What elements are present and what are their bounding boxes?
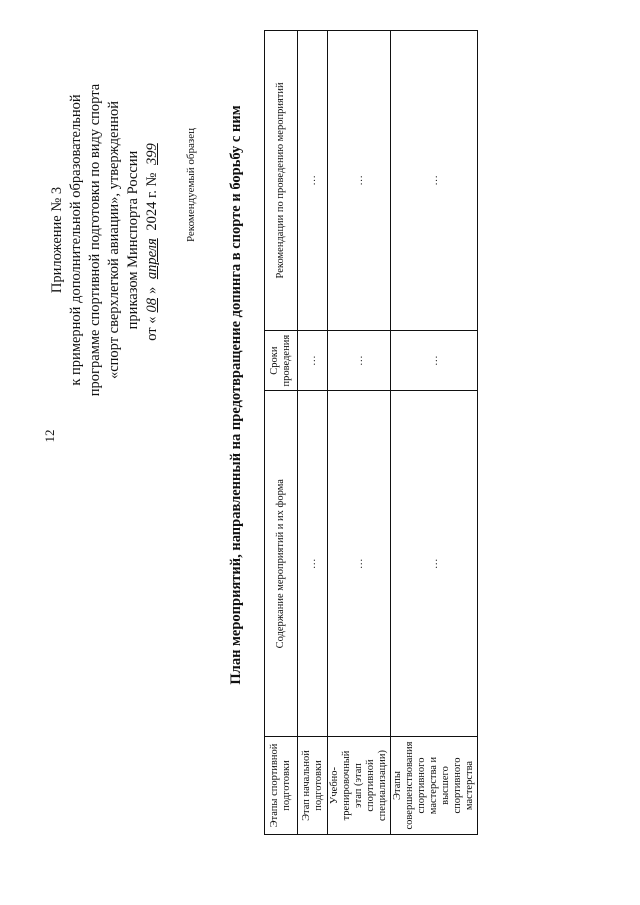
header-stages: Этапы спортивной подготовки: [265, 737, 298, 835]
appendix-line: программе спортивной подготовки по виду спорта: [87, 83, 103, 397]
date-month: апреля: [144, 238, 160, 280]
date-year: 2024 г. №: [144, 172, 160, 231]
appendix-header: [48, 45, 162, 435]
stage-cell: Этап начальной подготовки: [298, 737, 328, 835]
anti-doping-plan-table: [264, 30, 478, 835]
table-row: [328, 31, 391, 835]
appendix-line: к примерной дополнительной образовательной: [68, 94, 84, 386]
document-title: План мероприятий, направленный на предотвращение допинга в спорте и борьбу с ним: [228, 105, 244, 685]
page-number: 12: [42, 429, 57, 443]
appendix-line: «спорт сверхлегкой авиации», утвержденной: [106, 100, 122, 380]
header-timing: Сроки проведения: [265, 330, 298, 391]
stage-cell: Этапы совершенствования спортивного мастерства и высшего спортивного мастерства: [391, 737, 478, 835]
recommendations-cell: …: [391, 31, 478, 331]
stage-cell: Учебно-тренировочный этап (этап спортивной специализации): [328, 737, 391, 835]
content-cell: …: [391, 391, 478, 737]
sample-note: Рекомендуемый образец: [185, 127, 197, 243]
date-mid: »: [144, 286, 160, 295]
header-recommendations: Рекомендации по проведению мероприятий: [265, 31, 298, 331]
timing-cell: …: [391, 330, 478, 391]
timing-cell: …: [328, 330, 391, 391]
order-number: 399: [144, 143, 160, 165]
date-prefix: от «: [144, 316, 160, 341]
table-header-row: [265, 31, 298, 835]
recommendations-cell: …: [328, 31, 391, 331]
content-cell: …: [328, 391, 391, 737]
appendix-date-line: [143, 45, 162, 435]
appendix-title: Приложение № 3: [49, 186, 65, 294]
timing-cell: …: [298, 330, 328, 391]
content-cell: …: [298, 391, 328, 737]
table-row: [391, 31, 478, 835]
recommendations-cell: …: [298, 31, 328, 331]
date-day: 08: [144, 298, 160, 313]
header-content: Содержание мероприятий и их форма: [265, 391, 298, 737]
appendix-line: приказом Минспорта России: [125, 150, 141, 330]
table-row: [298, 31, 328, 835]
